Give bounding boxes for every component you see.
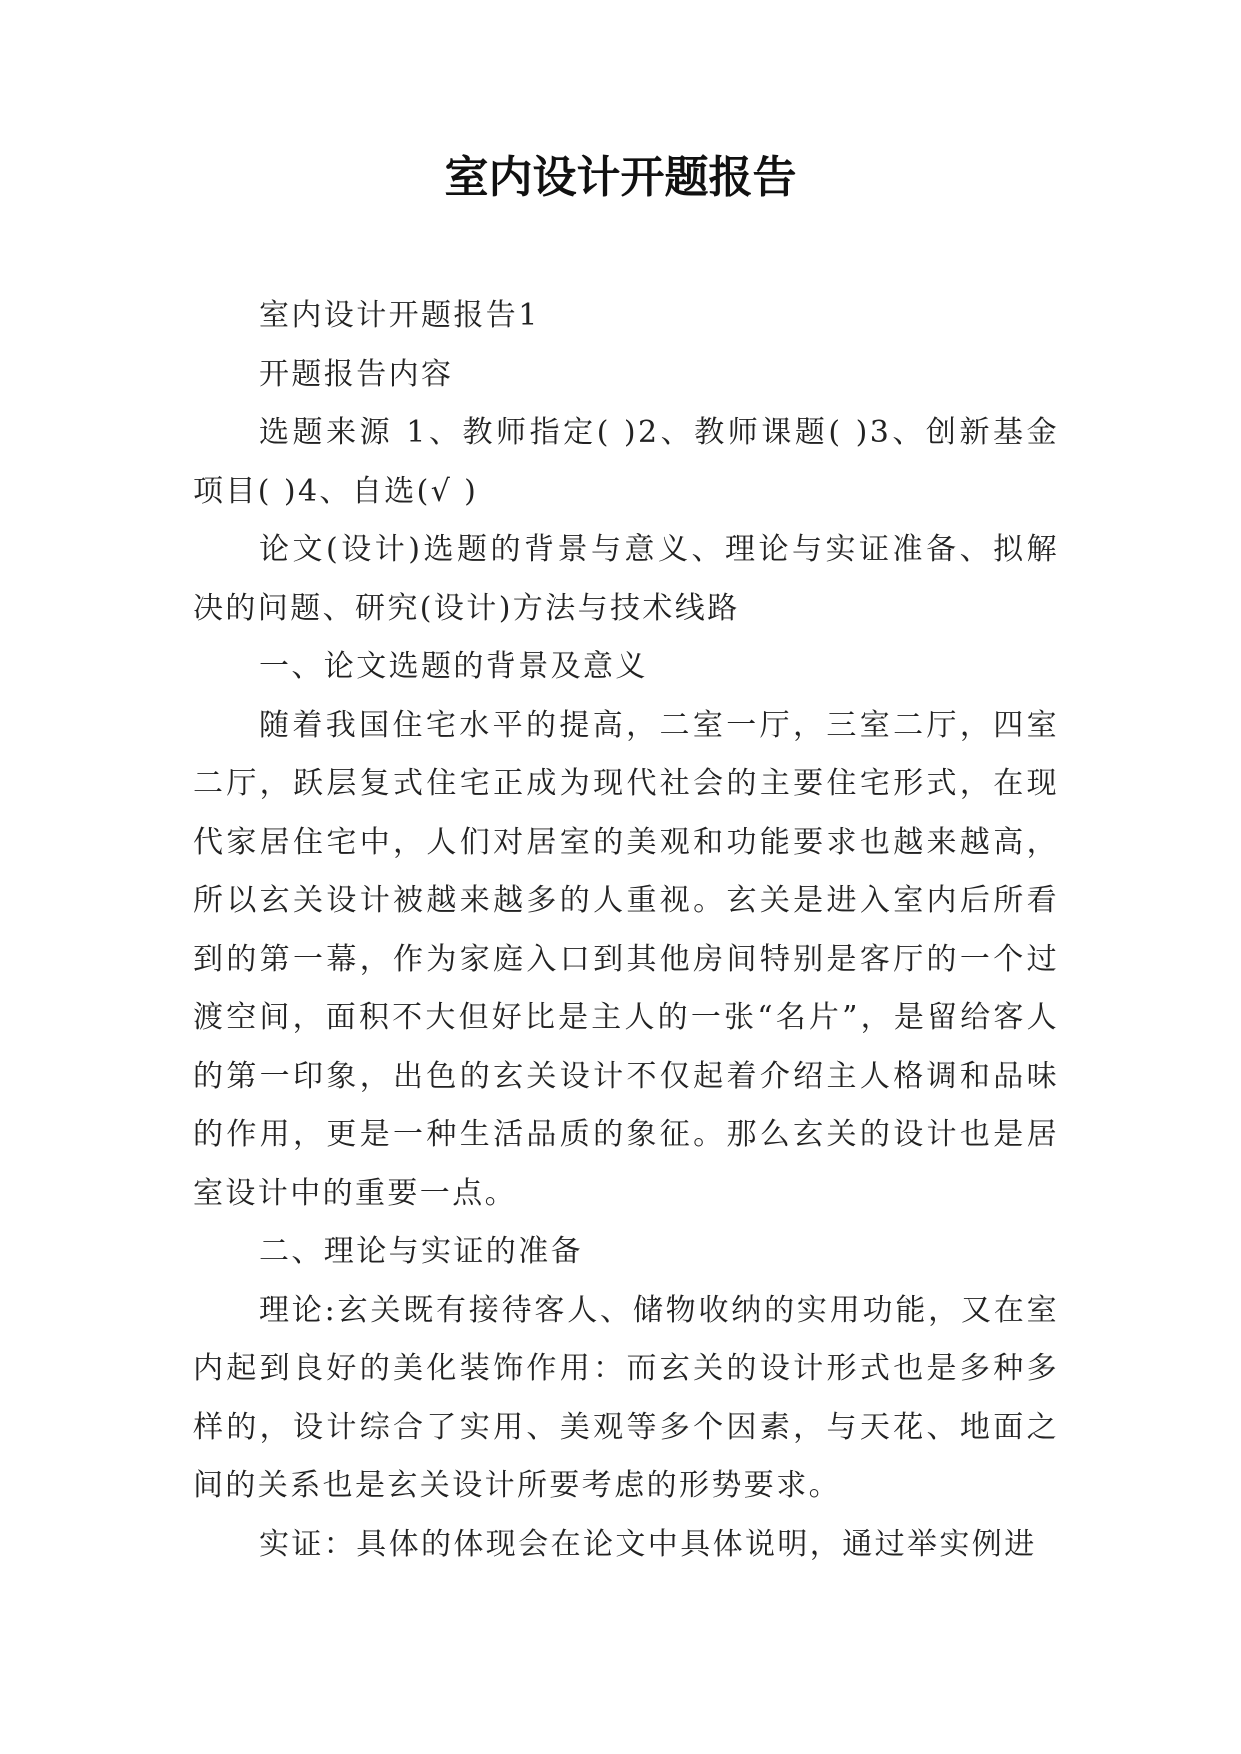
document-title: 室内设计开题报告 — [444, 152, 797, 203]
background-paragraph: 随着我国住宅水平的提高，二室一厅，三室二厅，四室二厅，跃层复式住宅正成为现代社会的主要住宅形式，在现代家居住宅中，人们对居室的美观和功能要求也越来越高，所以玄关设计被越来越多的人重视。玄关是进入室内后所看到的第一幕，作为家庭入口到其他房间特别是客厅的一个过渡空间，面积不大但好比是主人的一张“名片”，是留给客人的第一印象，出色的玄关设计不仅起着介绍主人格调和品味的作用，更是一种生活品质的象征。那么玄关的设计也是居室设计中的重要一点。 — [193, 707, 1059, 1211]
document-body — [193, 287, 1059, 1574]
report-heading: 室内设计开题报告1 — [259, 298, 540, 333]
section-heading-preparation: 二、理论与实证的准备 — [259, 1234, 583, 1269]
section-heading-background: 一、论文选题的背景及意义 — [259, 649, 648, 684]
topic-source-paragraph: 选题来源 1、教师指定( )2、教师课题( )3、创新基金项目( )4、自选(√ ) — [193, 415, 1059, 509]
topic-scope-paragraph: 论文(设计)选题的背景与意义、理论与实证准备、拟解决的问题、研究(设计)方法与技术线路 — [193, 532, 1059, 626]
evidence-paragraph: 实证：具体的体现会在论文中具体说明，通过举实例进 — [259, 1526, 1037, 1562]
theory-paragraph: 理论:玄关既有接待客人、储物收纳的实用功能，又在室内起到良好的美化装饰作用：而玄关的设计形式也是多种多样的，设计综合了实用、美观等多个因素，与天花、地面之间的关系也是玄关设计所要考虑的形势要求。 — [193, 1292, 1059, 1503]
section-label-report-content: 开题报告内容 — [259, 356, 454, 392]
